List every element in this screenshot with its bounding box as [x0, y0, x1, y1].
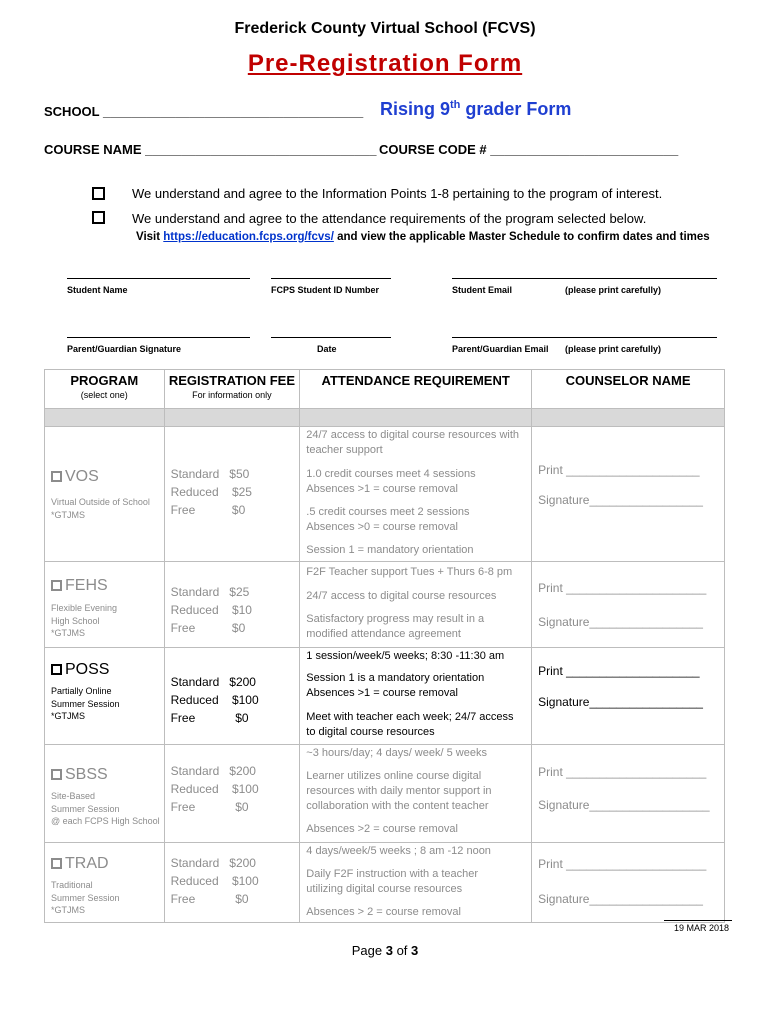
print-field[interactable]: Print _____________________: [538, 857, 707, 871]
signature-field[interactable]: Signature_________________: [538, 695, 703, 709]
signature-field[interactable]: Signature__________________: [538, 798, 710, 812]
print-field[interactable]: Print ____________________: [538, 463, 700, 477]
table-row: [45, 843, 725, 923]
student-id-line[interactable]: [271, 278, 391, 279]
parent-signature-label: Parent/Guardian Signature: [67, 344, 182, 354]
counselor-cell: [532, 562, 725, 648]
parent-signature-line[interactable]: [67, 337, 250, 338]
student-name-label: Student Name: [67, 285, 128, 295]
attendance-cell: F2F Teacher support Tues + Thurs 6-8 pm 24/7 access to digital course resources Satisfactory progress may result in a modified attendance agreement: [300, 562, 532, 648]
print-carefully-note: (please print carefully): [565, 344, 662, 354]
program-sbss[interactable]: SBSS: [51, 766, 164, 784]
table-header-row: [45, 370, 725, 409]
counselor-cell: [532, 427, 725, 562]
print-field[interactable]: Print _____________________: [538, 765, 707, 779]
course-code-field[interactable]: COURSE CODE # __________________________: [379, 142, 679, 157]
print-field[interactable]: Print _____________________: [538, 581, 707, 595]
program-vos[interactable]: VOS: [51, 468, 164, 486]
checkbox-icon: [51, 769, 62, 780]
checkbox-icon: [51, 858, 62, 869]
student-email-line[interactable]: [452, 278, 717, 279]
signature-field[interactable]: Signature_________________: [538, 615, 703, 629]
program-cell: FEHS Flexible Evening High School *GTJMS: [45, 562, 165, 648]
course-name-field[interactable]: COURSE NAME ________________________________: [44, 142, 377, 157]
print-carefully-note: (please print carefully): [565, 285, 662, 295]
program-trad[interactable]: TRAD: [51, 855, 164, 873]
fee-header: REGISTRATION FEE For information only: [164, 370, 300, 409]
print-field[interactable]: Print ____________________: [538, 664, 700, 678]
counselor-cell: [532, 745, 725, 843]
program-header: PROGRAM (select one): [45, 370, 165, 409]
revision-date: 19 MAR 2018: [674, 923, 730, 933]
attendance-header: ATTENDANCE REQUIREMENT: [300, 370, 532, 409]
fee-cell: Standard $200 Reduced $100 Free $0: [164, 843, 300, 923]
program-cell: POSS Partially Online Summer Session *GTJMS: [45, 648, 165, 745]
program-table: [44, 369, 725, 923]
agreement-text-1: We understand and agree to the Information Points 1-8 pertaining to the program of interest.: [132, 186, 663, 201]
fcvs-link[interactable]: https://education.fcps.org/fcvs/: [163, 231, 334, 243]
student-id-label: FCPS Student ID Number: [271, 285, 380, 295]
attendance-cell: ~3 hours/day; 4 days/ week/ 5 weeks Learner utilizes online course digital resources with daily mentor support in collaboration with the content teacher Absences >2 = course removal: [300, 745, 532, 843]
program-cell: SBSS Site-Based Summer Session @ each FCPS High School: [45, 745, 165, 843]
form-title: Pre-Registration Form: [247, 50, 523, 77]
parent-email-label: Parent/Guardian Email: [452, 344, 549, 354]
page-number: Page 3 of 3: [351, 943, 419, 958]
fee-cell: Standard $50 Reduced $25 Free $0: [164, 427, 300, 562]
footer-rule: [664, 920, 732, 921]
school-title: Frederick County Virtual School (FCVS): [234, 20, 536, 37]
fee-cell: Standard $200 Reduced $100 Free $0: [164, 648, 300, 745]
fee-cell: Standard $25 Reduced $10 Free $0: [164, 562, 300, 648]
attendance-cell: 24/7 access to digital course resources with teacher support 1.0 credit courses meet 4 sessions Absences >1 = course removal .5 credit courses meet 2 sessions Absences >0 = course removal Session 1 = mandatory orientation: [300, 427, 532, 562]
table-row: [45, 427, 725, 562]
agreement-checkbox-2[interactable]: [92, 209, 105, 227]
signature-field[interactable]: Signature_________________: [538, 892, 703, 906]
checkbox-icon: [51, 471, 62, 482]
agreement-text-2: We understand and agree to the attendance requirements of the program selected below.: [132, 211, 647, 226]
table-row: [45, 562, 725, 648]
program-fehs[interactable]: FEHS: [51, 577, 164, 595]
checkbox-icon: [51, 664, 62, 675]
rising-grader-label: Rising 9th grader Form: [380, 99, 572, 119]
counselor-cell: [532, 843, 725, 923]
visit-note: Visit https://education.fcps.org/fcvs/ and view the applicable Master Schedule to confirm dates and times: [136, 231, 710, 243]
agreement-checkbox-1[interactable]: [92, 185, 105, 203]
fee-cell: Standard $200 Reduced $100 Free $0: [164, 745, 300, 843]
school-field[interactable]: SCHOOL ____________________________________: [44, 104, 364, 119]
student-name-line[interactable]: [67, 278, 250, 279]
checkbox-icon: [51, 580, 62, 591]
program-cell: TRAD Traditional Summer Session *GTJMS: [45, 843, 165, 923]
parent-email-line[interactable]: [452, 337, 717, 338]
table-row: [45, 648, 725, 745]
counselor-header: COUNSELOR NAME: [532, 370, 725, 409]
program-cell: VOS Virtual Outside of School *GTJMS: [45, 427, 165, 562]
date-label: Date: [317, 344, 337, 354]
date-line[interactable]: [271, 337, 391, 338]
signature-field[interactable]: Signature_________________: [538, 493, 703, 507]
program-poss[interactable]: POSS: [51, 661, 164, 679]
attendance-cell: 1 session/week/5 weeks; 8:30 -11:30 am Session 1 is a mandatory orientation Absences >1 = course removal Meet with teacher each week; 24/7 access to digital course resources: [300, 648, 532, 745]
attendance-cell: 4 days/week/5 weeks ; 8 am -12 noon Daily F2F instruction with a teacher utilizing digital course resources Absences > 2 = course removal: [300, 843, 532, 923]
counselor-cell: [532, 648, 725, 745]
student-email-label: Student Email: [452, 285, 513, 295]
table-spacer-row: [45, 409, 725, 427]
table-row: [45, 745, 725, 843]
